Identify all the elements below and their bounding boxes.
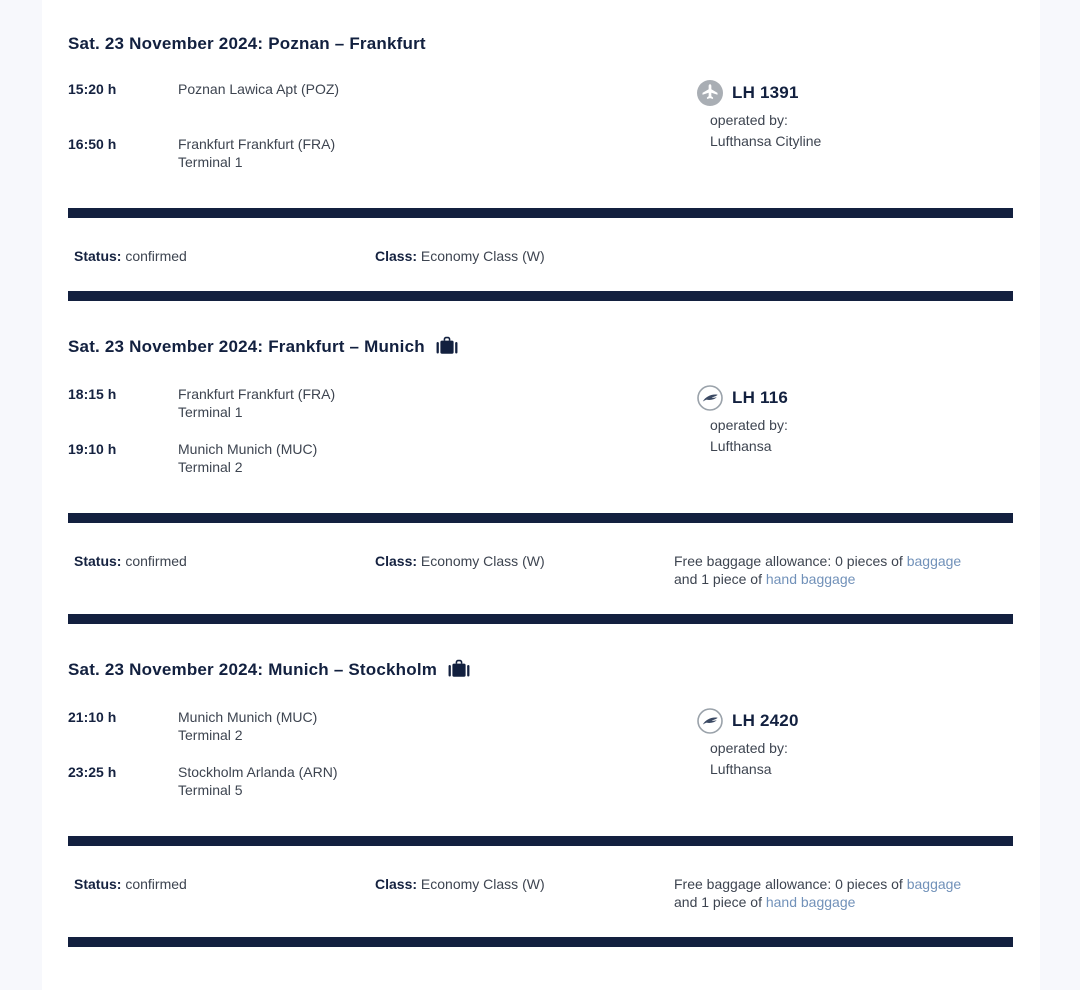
class-value: Economy Class (W) — [420, 876, 545, 892]
departure-time: 15:20 h — [68, 81, 117, 97]
divider-bar — [68, 291, 1013, 301]
operated-by-label: operated by: — [710, 112, 788, 128]
baggage-allowance — [674, 875, 974, 911]
baggage-allowance-text: Free baggage allowance: 0 pieces of — [674, 876, 907, 892]
baggage-link[interactable]: baggage — [906, 553, 962, 569]
arrival-airport: Frankfurt Frankfurt (FRA) — [178, 136, 336, 152]
arrival-time: 16:50 h — [68, 136, 117, 152]
segments — [68, 0, 1013, 947]
flight-info — [697, 708, 1013, 799]
generic-plane-icon — [697, 80, 723, 106]
legs — [68, 708, 697, 799]
class-label: Class: — [375, 248, 418, 264]
departure-airport-cell — [178, 708, 697, 763]
operated-by-label: operated by: — [710, 740, 788, 756]
operator-block — [710, 738, 1013, 780]
departure-terminal: Terminal 2 — [178, 727, 243, 743]
baggage-allowance-middle: and 1 piece of — [674, 571, 766, 587]
departure-time: 18:15 h — [68, 386, 117, 402]
flight-info — [697, 80, 1013, 171]
operator-name: Lufthansa Cityline — [710, 133, 822, 149]
departure-airport: Poznan Lawica Apt (POZ) — [178, 81, 340, 97]
divider-bar — [68, 208, 1013, 218]
flight-head — [697, 80, 1013, 106]
baggage-allowance-text: Free baggage allowance: 0 pieces of — [674, 553, 907, 569]
arrival-terminal: Terminal 5 — [178, 782, 243, 798]
class-label: Class: — [375, 553, 418, 569]
baggage-icon — [448, 658, 470, 680]
class-cell — [375, 552, 674, 588]
class-value: Economy Class (W) — [420, 553, 545, 569]
lufthansa-crane-icon — [697, 708, 723, 734]
hand-baggage-link[interactable]: hand baggage — [765, 894, 856, 910]
flight-details-block — [68, 80, 1013, 171]
hand-baggage-link[interactable]: hand baggage — [765, 571, 856, 587]
class-label: Class: — [375, 876, 418, 892]
status-row — [68, 247, 1013, 265]
baggage-allowance — [674, 552, 974, 588]
arrival-airport: Stockholm Arlanda (ARN) — [178, 764, 338, 780]
arrival-time: 23:25 h — [68, 764, 117, 780]
departure-airport-cell — [178, 385, 697, 440]
flight-segment — [68, 0, 1013, 301]
status-row — [68, 552, 1013, 588]
segment-title — [68, 35, 1013, 53]
status-label: Status: — [74, 553, 122, 569]
divider-bar — [68, 614, 1013, 624]
baggage-allowance-middle: and 1 piece of — [674, 894, 766, 910]
segment-title-text: Sat. 23 November 2024: Frankfurt – Munich — [68, 337, 425, 356]
arrival-airport-cell — [178, 440, 697, 476]
arrival-airport-cell — [178, 135, 697, 171]
status-label: Status: — [74, 876, 122, 892]
segment-title-text: Sat. 23 November 2024: Munich – Stockholm — [68, 660, 438, 679]
operator-name: Lufthansa — [710, 438, 772, 454]
operator-block — [710, 415, 1013, 457]
class-cell — [375, 247, 674, 265]
legs — [68, 385, 697, 476]
flight-number: LH 116 — [732, 388, 789, 407]
arrival-terminal: Terminal 2 — [178, 459, 243, 475]
arrival-terminal: Terminal 1 — [178, 154, 243, 170]
status-label: Status: — [74, 248, 122, 264]
divider-bar — [68, 937, 1013, 947]
divider-bar — [68, 836, 1013, 846]
baggage-link[interactable]: baggage — [906, 876, 962, 892]
status-value: confirmed — [125, 876, 187, 892]
class-value: Economy Class (W) — [420, 248, 545, 264]
divider-bar — [68, 513, 1013, 523]
content-card — [42, 0, 1040, 990]
arrival-airport-cell — [178, 763, 697, 799]
operated-by-label: operated by: — [710, 417, 788, 433]
status-row — [68, 875, 1013, 911]
flight-info — [697, 385, 1013, 476]
departure-airport-cell — [178, 80, 697, 135]
segment-title — [68, 659, 1013, 681]
status-cell — [74, 247, 375, 265]
flight-details-block — [68, 385, 1013, 476]
flight-head — [697, 708, 1013, 734]
segment-title — [68, 336, 1013, 358]
departure-time: 21:10 h — [68, 709, 117, 725]
legs — [68, 80, 697, 171]
class-cell — [375, 875, 674, 911]
baggage-icon — [436, 335, 458, 357]
departure-airport: Frankfurt Frankfurt (FRA) — [178, 386, 336, 402]
operator-block — [710, 110, 1013, 152]
segment-title-text: Sat. 23 November 2024: Poznan – Frankfurt — [68, 34, 426, 53]
arrival-time: 19:10 h — [68, 441, 117, 457]
status-value: confirmed — [125, 553, 187, 569]
flight-head — [697, 385, 1013, 411]
operator-name: Lufthansa — [710, 761, 772, 777]
flight-segment — [68, 301, 1013, 624]
status-value: confirmed — [125, 248, 187, 264]
status-cell — [74, 875, 375, 911]
departure-terminal: Terminal 1 — [178, 404, 243, 420]
departure-airport: Munich Munich (MUC) — [178, 709, 318, 725]
lufthansa-crane-icon — [697, 385, 723, 411]
flight-number: LH 2420 — [732, 711, 799, 730]
status-cell — [74, 552, 375, 588]
flight-number: LH 1391 — [732, 83, 799, 102]
flight-segment — [68, 624, 1013, 947]
flight-details-block — [68, 708, 1013, 799]
arrival-airport: Munich Munich (MUC) — [178, 441, 318, 457]
